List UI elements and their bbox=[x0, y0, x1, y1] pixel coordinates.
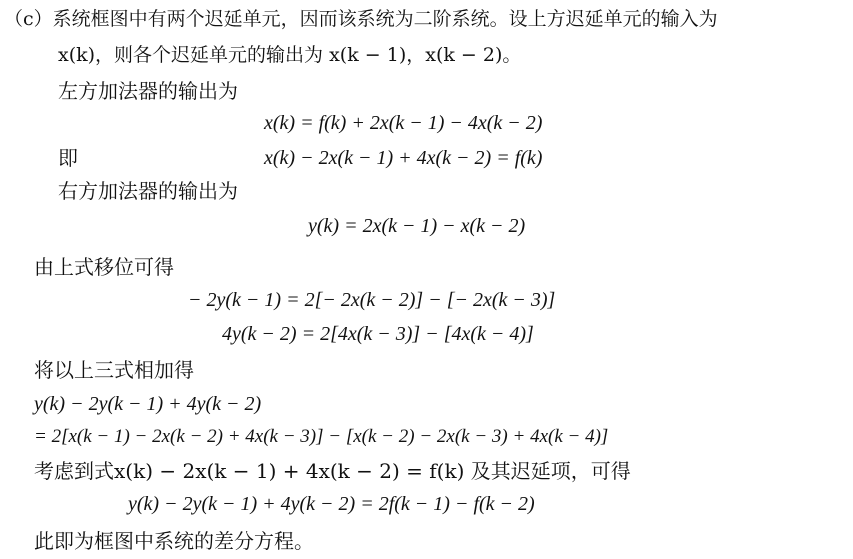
equation-right-adder: y(k) = 2x(k − 1) − x(k − 2) bbox=[308, 215, 526, 237]
paragraph-intro-line-1: （c）系统框图中有两个迟延单元，因而该系统为二阶系统。设上方迟延单元的输入为 bbox=[4, 8, 718, 30]
left-adder-intro: 左方加法器的输出为 bbox=[58, 79, 238, 103]
equation-sum-right: = 2[x(k − 1) − 2x(k − 2) + 4x(k − 3)] − [x(k − 2) − 2x(k − 3) + 4x(k − 4)] bbox=[34, 426, 609, 447]
equation-shift-1: − 2y(k − 1) = 2[− 2x(k − 2)] − [− 2x(k − 3)] bbox=[188, 289, 556, 311]
label-ji: 即 bbox=[58, 146, 78, 170]
conclusion-text: 此即为框图中系统的差分方程。 bbox=[34, 529, 314, 553]
add-intro: 将以上三式相加得 bbox=[34, 358, 194, 382]
shift-intro: 由上式移位可得 bbox=[34, 255, 174, 279]
right-adder-intro: 右方加法器的输出为 bbox=[58, 179, 238, 203]
equation-left-adder: x(k) = f(k) + 2x(k − 1) − 4x(k − 2) bbox=[264, 112, 543, 134]
equation-difference: y(k) − 2y(k − 1) + 4y(k − 2) = 2f(k − 1) − f(k − 2) bbox=[128, 493, 535, 515]
equation-rearranged: x(k) − 2x(k − 1) + 4x(k − 2) = f(k) bbox=[264, 147, 543, 169]
consider-text: 考虑到式x(k) − 2x(k − 1) + 4x(k − 2) = f(k) 及其迟延项，可得 bbox=[34, 459, 631, 483]
paragraph-intro-line-2: x(k)，则各个迟延单元的输出为 x(k − 1)，x(k − 2)。 bbox=[58, 44, 522, 66]
equation-shift-2: 4y(k − 2) = 2[4x(k − 3)] − [4x(k − 4)] bbox=[222, 323, 534, 345]
equation-sum-left: y(k) − 2y(k − 1) + 4y(k − 2) bbox=[34, 393, 262, 415]
